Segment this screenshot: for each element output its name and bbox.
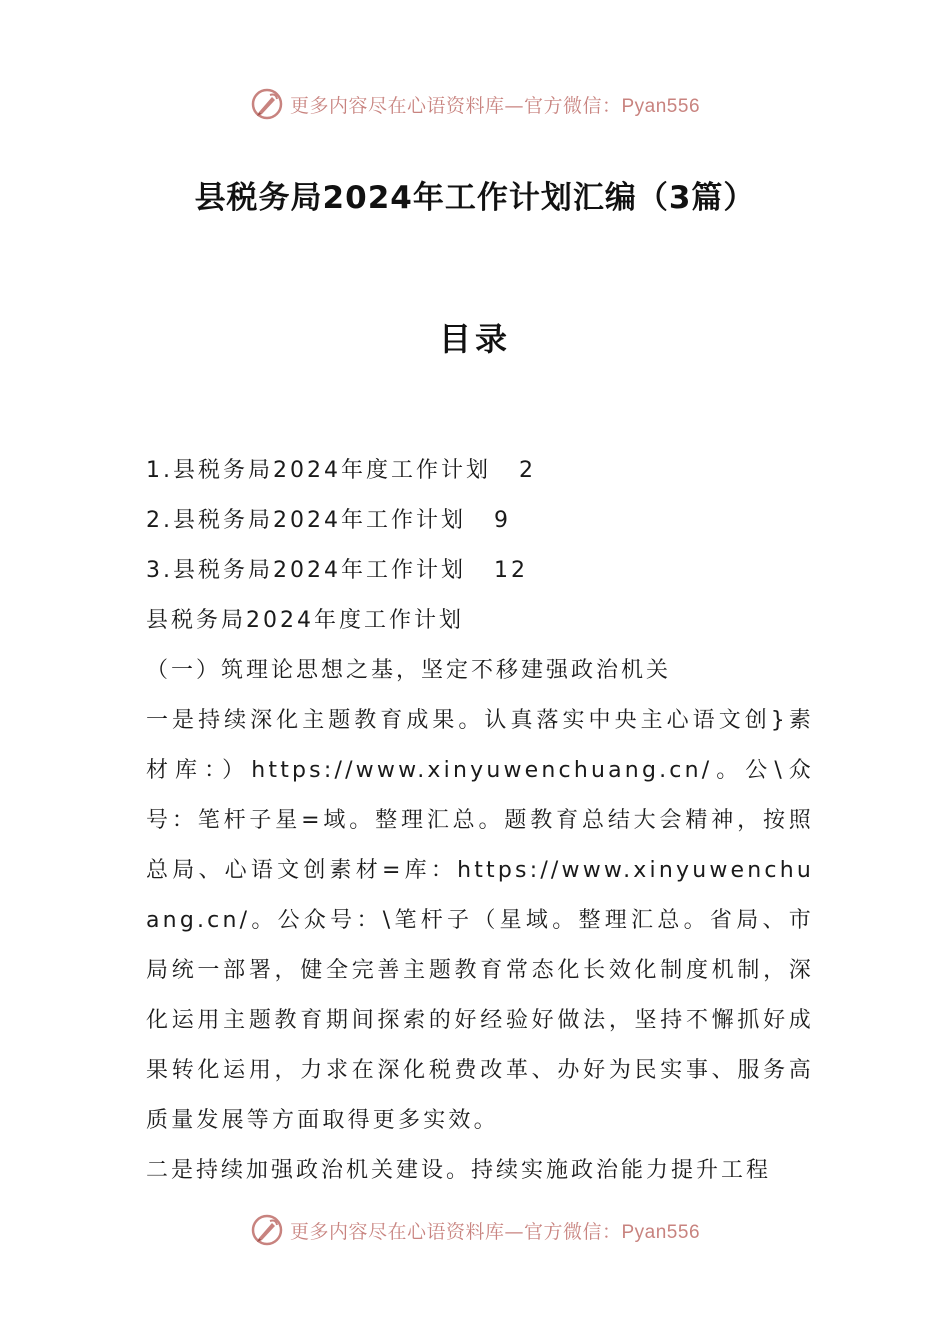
toc-item-label: 1.县税务局2024年度工作计划 [146,458,491,483]
watermark-text: 更多内容尽在心语资料库—官方微信： [289,1220,622,1243]
document-body [146,446,814,1196]
toc-item[interactable] [146,446,814,496]
toc-item-page: 2 [518,458,536,483]
toc-item-label: 3.县税务局2024年工作计划 [146,558,466,583]
section-title: 县税务局2024年度工作计划 [146,608,464,633]
watermark-banner-top [0,84,950,124]
watermark-banner-bottom [0,1210,950,1250]
toc-item-page: 9 [493,508,511,533]
toc-item-page: 12 [493,558,528,583]
toc-heading: 目录 [438,320,511,358]
toc-item[interactable] [146,546,814,596]
body-paragraph-continued: 二是持续加强政治机关建设。持续实施政治能力提升工程 [146,1158,772,1183]
watermark-text: 更多内容尽在心语资料库—官方微信： [289,94,622,117]
watermark-account: Pyan556 [621,1221,701,1243]
subsection-title: （一）筑理论思想之基，坚定不移建强政治机关 [146,658,672,683]
body-paragraph: 一是持续深化主题教育成果。认真落实中央主心语文创}素材库：）https://www.xinyuwenchuang.cn/。公\众号：笔杆子星=域。整理汇总。题教育总结大会精神，按照总局、心语文创素材=库：https://www.xinyuwenchuang.cn/。公众号：\笔杆子（星域。整理汇总。省局、市局统一部署，健全完善主题教育常态化长效化制度机制，深化运用主题教育期间探索的好经验好做法，坚持不懈抓好成果转化运用，力求在深化税费改革、办好为民实事、服务高质量发展等方面取得更多实效。 [146,708,814,1133]
toc-item[interactable] [146,496,814,546]
watermark-account: Pyan556 [621,95,701,117]
document-title: 县税务局2024年工作计划汇编（3篇） [194,180,756,216]
pen-logo-icon [250,87,284,121]
pen-logo-icon [250,1213,284,1247]
toc-item-label: 2.县税务局2024年工作计划 [146,508,466,533]
